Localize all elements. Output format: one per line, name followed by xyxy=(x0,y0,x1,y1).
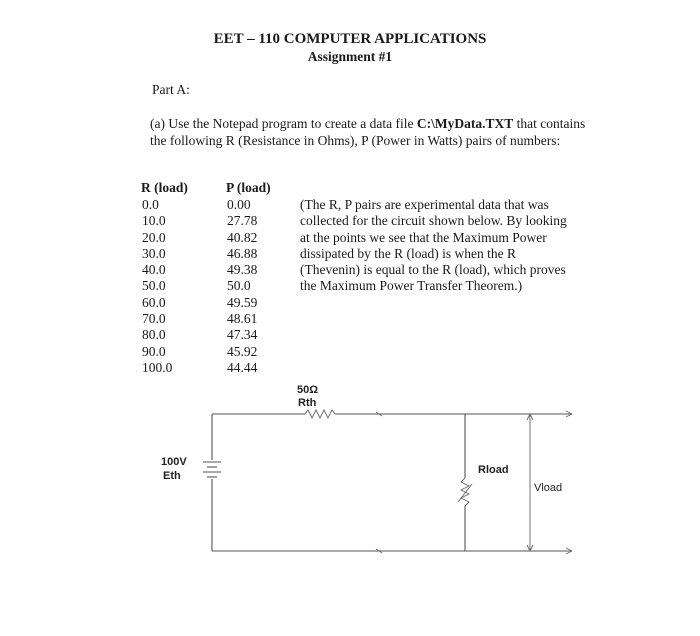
p-value: 44.44 xyxy=(227,359,258,375)
document-title: EET – 110 COMPUTER APPLICATIONS xyxy=(213,31,487,47)
explanation-note: (The R, P pairs are experimental data that was collected for the circuit shown below. By looking at the points we see that the Maximum Power dissipated by the R (load) is when the R (Thevenin) is equal to the R (load), which proves the Maximum Power Transfer Theorem.) xyxy=(300,197,567,294)
source-value-label: 100V xyxy=(161,456,187,468)
vload-label: Vload xyxy=(534,482,563,494)
r-value: 50.0 xyxy=(142,278,166,294)
rload-variable-arrow xyxy=(458,484,472,502)
r-value: 10.0 xyxy=(142,213,166,229)
data-filename: C:\MyData.TXT xyxy=(416,116,514,131)
r-value: 20.0 xyxy=(142,229,166,245)
r-value: 100.0 xyxy=(142,359,173,375)
rload-label: Rload xyxy=(478,464,509,476)
p-value: 48.61 xyxy=(227,311,258,327)
r-load-header: R (load) xyxy=(141,180,188,195)
instruction-prefix: (a) Use the Notepad program to create a data file xyxy=(150,116,417,131)
part-label: Part A: xyxy=(152,82,190,97)
r-value: 90.0 xyxy=(142,343,166,359)
p-value: 27.78 xyxy=(227,213,258,229)
p-value: 50.0 xyxy=(227,278,251,294)
rth-resistor xyxy=(305,410,335,418)
r-value: 60.0 xyxy=(142,294,166,310)
p-value: 47.34 xyxy=(227,327,258,343)
p-load-header: P (load) xyxy=(226,180,271,195)
p-value: 49.59 xyxy=(227,294,258,310)
instruction-suffix: that contains the following R (Resistance in Ohms), P (Power in Watts) pairs of numbers: xyxy=(150,116,586,148)
source-label: Eth xyxy=(163,470,181,482)
rload-resistor xyxy=(461,478,469,506)
p-value: 0.00 xyxy=(227,197,251,212)
r-value: 70.0 xyxy=(142,311,166,327)
r-value: 30.0 xyxy=(142,245,166,261)
rth-value-label: 50Ω xyxy=(297,384,319,396)
document-subtitle: Assignment #1 xyxy=(307,49,393,64)
p-value: 49.38 xyxy=(227,262,258,278)
r-value: 0.0 xyxy=(142,197,159,212)
p-value: 46.88 xyxy=(227,245,258,261)
r-value: 40.0 xyxy=(142,262,166,278)
rth-label: Rth xyxy=(298,397,317,409)
p-value: 45.92 xyxy=(227,343,258,359)
r-value: 80.0 xyxy=(142,327,166,343)
p-value: 40.82 xyxy=(227,229,258,245)
